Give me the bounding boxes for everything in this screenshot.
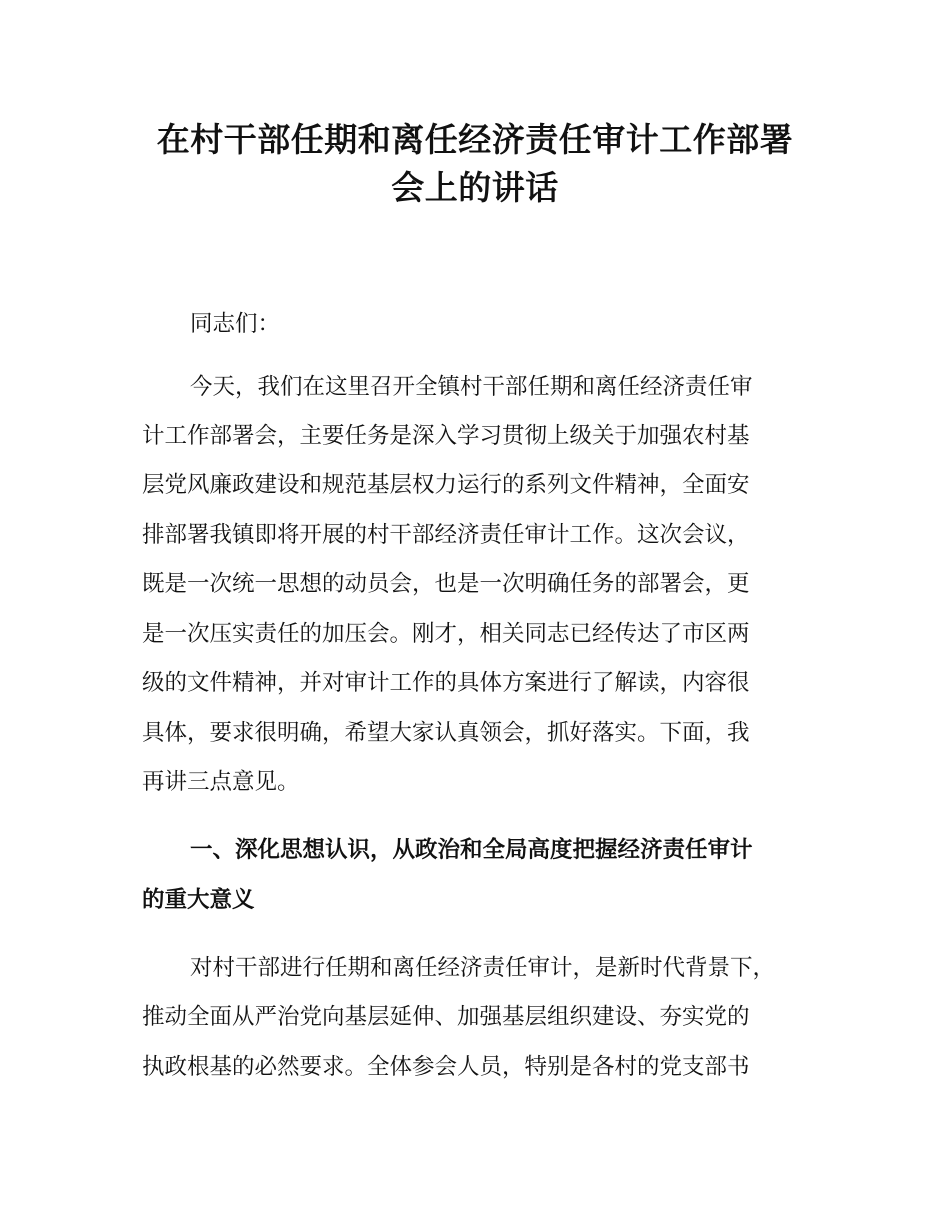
section-heading-1-line-2: 的重大意义 <box>142 887 255 913</box>
paragraph-1-line: 层党风廉政建设和规范基层权力运行的系列文件精神，全面安 <box>142 472 750 498</box>
paragraph-1-line: 是一次压实责任的加压会。刚才，相关同志已经传达了市区两 <box>142 621 750 647</box>
paragraph-1-line: 级的文件精神，并对审计工作的具体方案进行了解读，内容很 <box>142 670 750 696</box>
paragraph-1-line: 既是一次统一思想的动员会，也是一次明确任务的部署会，更 <box>142 571 750 597</box>
paragraph-1-line: 具体，要求很明确，希望大家认真领会，抓好落实。下面，我 <box>142 720 750 746</box>
paragraph-1-line: 再讲三点意见。 <box>142 769 300 795</box>
paragraph-2-line: 执政根基的必然要求。全体参会人员，特别是各村的党支部书 <box>142 1054 750 1080</box>
paragraph-2-line: 推动全面从严治党向基层延伸、加强基层组织建设、夯实党的 <box>142 1004 750 1030</box>
paragraph-1-line: 计工作部署会，主要任务是深入学习贯彻上级关于加强农村基 <box>142 423 750 449</box>
paragraph-1-line: 排部署我镇即将开展的村干部经济责任审计工作。这次会议， <box>142 522 750 548</box>
section-heading-1-line-1: 一、深化思想认识，从政治和全局高度把握经济责任审计 <box>190 837 753 863</box>
salutation: 同志们： <box>190 311 281 337</box>
document-title-line-2: 会上的讲话 <box>391 168 559 207</box>
document-title-line-1: 在村干部任期和离任经济责任审计工作部署 <box>156 120 794 159</box>
paragraph-1-line: 今天，我们在这里召开全镇村干部任期和离任经济责任审 <box>190 374 753 400</box>
paragraph-2-line: 对村干部进行任期和离任经济责任审计，是新时代背景下， <box>190 955 776 981</box>
